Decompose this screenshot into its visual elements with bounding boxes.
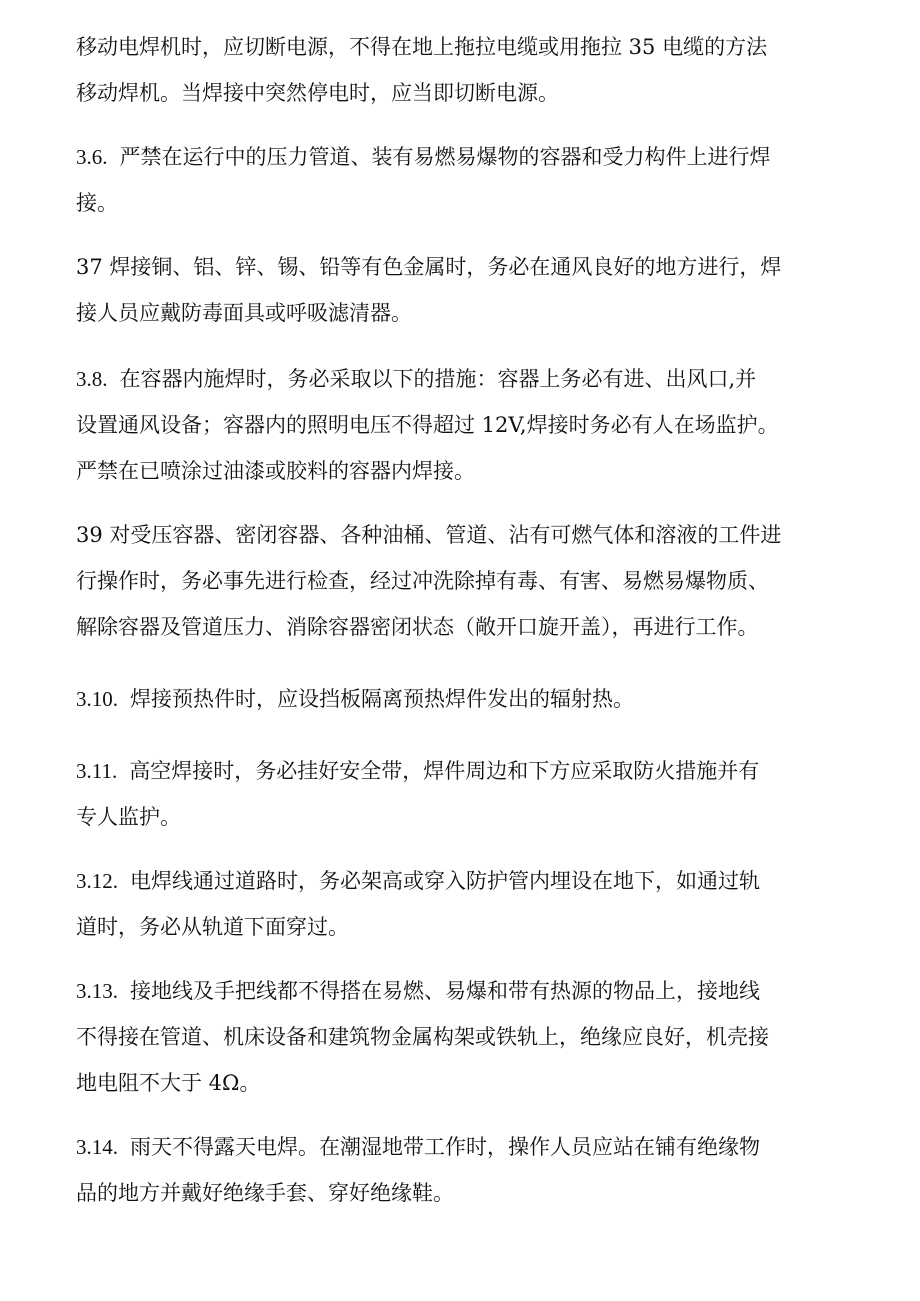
- paragraph: [76, 676, 856, 722]
- paragraph-line: 高空焊接时，务必挂好安全带，焊件周边和下方应采取防火措施并有: [129, 759, 760, 783]
- paragraph-line: 焊接预热件时，应设挡板隔离预热焊件发出的辐射热。: [130, 687, 634, 711]
- paragraph-line: 雨天不得露天电焊。在潮湿地带工作时，操作人员应站在铺有绝缘物: [130, 1135, 760, 1159]
- paragraph: [76, 968, 856, 1106]
- paragraph: [76, 1124, 856, 1216]
- paragraph-line: 37 焊接铜、铝、锌、锡、铅等有色金属时，务必在通风良好的地方进行，焊: [76, 255, 782, 279]
- section-number: 3.8.: [76, 367, 108, 391]
- paragraph: [76, 24, 856, 116]
- paragraph-line: 39 对受压容器、密闭容器、各种油桶、管道、沾有可燃气体和溶液的工件进: [76, 523, 782, 547]
- paragraph: [76, 858, 856, 950]
- paragraph: [76, 512, 856, 650]
- section-number: 3.10.: [76, 687, 118, 711]
- paragraph-line: 道时，务必从轨道下面穿过。: [76, 915, 349, 939]
- paragraph: [76, 748, 856, 840]
- paragraph: [76, 244, 856, 336]
- paragraph-line: 电焊线通过道路时，务必架高或穿入防护管内埋设在地下，如通过轨: [130, 869, 760, 893]
- section-number: 3.11.: [76, 759, 118, 783]
- paragraph: [76, 356, 856, 494]
- paragraph-line: 移动电焊机时，应切断电源，不得在地上拖拉电缆或用拖拉 35 电缆的方法: [76, 35, 768, 59]
- section-number: 3.12.: [76, 869, 118, 893]
- paragraph-line: 专人监护。: [76, 805, 181, 829]
- paragraph-line: 在容器内施焊时，务必采取以下的措施：容器上务必有进、出风口,并: [119, 367, 757, 391]
- paragraph-line: 不得接在管道、机床设备和建筑物金属构架或铁轨上，绝缘应良好，机壳接: [76, 1025, 769, 1049]
- section-number: 3.14.: [76, 1135, 118, 1159]
- paragraph-line: 严禁在运行中的压力管道、装有易燃易爆物的容器和受力构件上进行焊: [119, 145, 771, 169]
- paragraph-line: 严禁在已喷涂过油漆或胶料的容器内焊接。: [76, 459, 475, 483]
- paragraph-line: 行操作时，务必事先进行检查，经过冲洗除掉有毒、有害、易燃易爆物质、: [76, 569, 769, 593]
- paragraph-line: 移动焊机。当焊接中突然停电时，应当即切断电源。: [76, 81, 559, 105]
- section-number: 3.13.: [76, 979, 118, 1003]
- paragraph-line: 接。: [76, 191, 118, 215]
- paragraph-line: 接地线及手把线都不得搭在易燃、易爆和带有热源的物品上，接地线: [130, 979, 760, 1003]
- paragraph-line: 解除容器及管道压力、消除容器密闭状态（敞开口旋开盖），再进行工作。: [76, 615, 759, 639]
- paragraph-line: 设置通风设备；容器内的照明电压不得超过 12V,焊接时务必有人在场监护。: [76, 413, 779, 437]
- section-number: 3.6.: [76, 145, 108, 169]
- paragraph-line: 地电阻不大于 4Ω。: [76, 1071, 261, 1095]
- paragraph: [76, 134, 856, 226]
- paragraph-line: 接人员应戴防毒面具或呼吸滤清器。: [76, 301, 412, 325]
- paragraph-line: 品的地方并戴好绝缘手套、穿好绝缘鞋。: [76, 1181, 454, 1205]
